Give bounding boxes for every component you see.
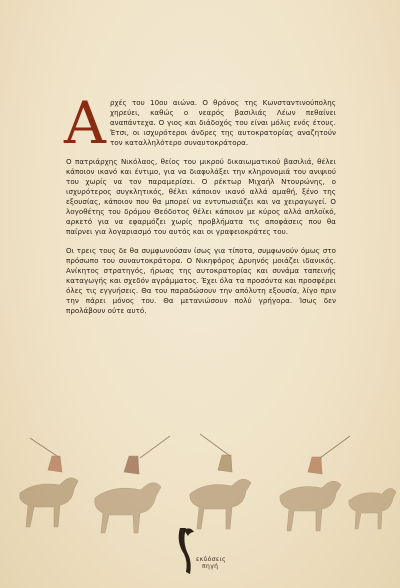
paragraph-2: Ο πατριάρχης Νικόλαος, θείος του μικρού δικαιωματικού βασιλιά, θέλει κάποιον ικανό και έντιμο, για να διαφυλάξει την κληρονομιά του ανιψιού του χωρίς να τον παραμερίσει. Ο ρέκτωρ Μιχαήλ Ντουρώνης, ο ισχυρότερος συγκλητικός, θέλει κάποιον ικανό αλλά αμαθή, ξένο της εξουσίας, κάποιον που θα μπορεί να εντυπωσιάζει και να χειραγωγεί. Ο λογοθέτης του δρόμου Θεόδοτος θέλει κάποιον με κύρος αλλά απλοϊκό, αρκετό για να εφαρμόζει χωρίς προβλήματα τις αποφάσεις που θα παίρνει για λογαριασμό του αυτός και οι γραφειοκράτες του. — [66, 156, 336, 237]
paragraph-1 — [64, 89, 336, 157]
paragraph-3: Οι τρεις τους δε θα συμφωνούσαν ίσως για τίποτα, συμφωνούν όμως στο πρόσωπο του συναυτοκράτορα. Ο Νικηφόρος Δρυηνός μοιάζει ιδανικός. Ανίκητος στρατηγός, ήρωας της αυτοκρατορίας και συνάμα ταπεινής καταγωγής και σχεδόν αγράμματος. Έχει όλα τα προσόντα και προσφέρει όλες τις εγγυήσεις. Θα του παραδώσουν την απόλυτη εξουσία, λίγο πριν την πάρει μόνος του. Θα μετανιώσουν πολύ γρήγορα. Ίσως δεν προλάβουν ούτε αυτό. — [66, 245, 336, 316]
publisher-line1: εκδόσεις — [196, 556, 226, 563]
blurb-text — [64, 89, 336, 325]
drop-cap: Α — [64, 89, 106, 157]
publisher-line2: πηγή — [202, 562, 219, 570]
publisher-name — [196, 557, 246, 570]
publisher-logo — [170, 520, 240, 580]
paragraph-1-text: ρχές του 10ου αιώνα. Ο θρόνος της Κωνσταντινούπολης χηρεύει, καθώς ο νεαρός βασιλιάς Λέων πεθαίνει αναπάντεχα. Ο γιος και διάδοχός του είναι μόλις ενός έτους. Έτσι, οι ισχυρότεροι άνδρες της αυτοκρατορίας αναζητούν τον καταλληλότερο συναυτοκράτορα. — [109, 98, 336, 148]
